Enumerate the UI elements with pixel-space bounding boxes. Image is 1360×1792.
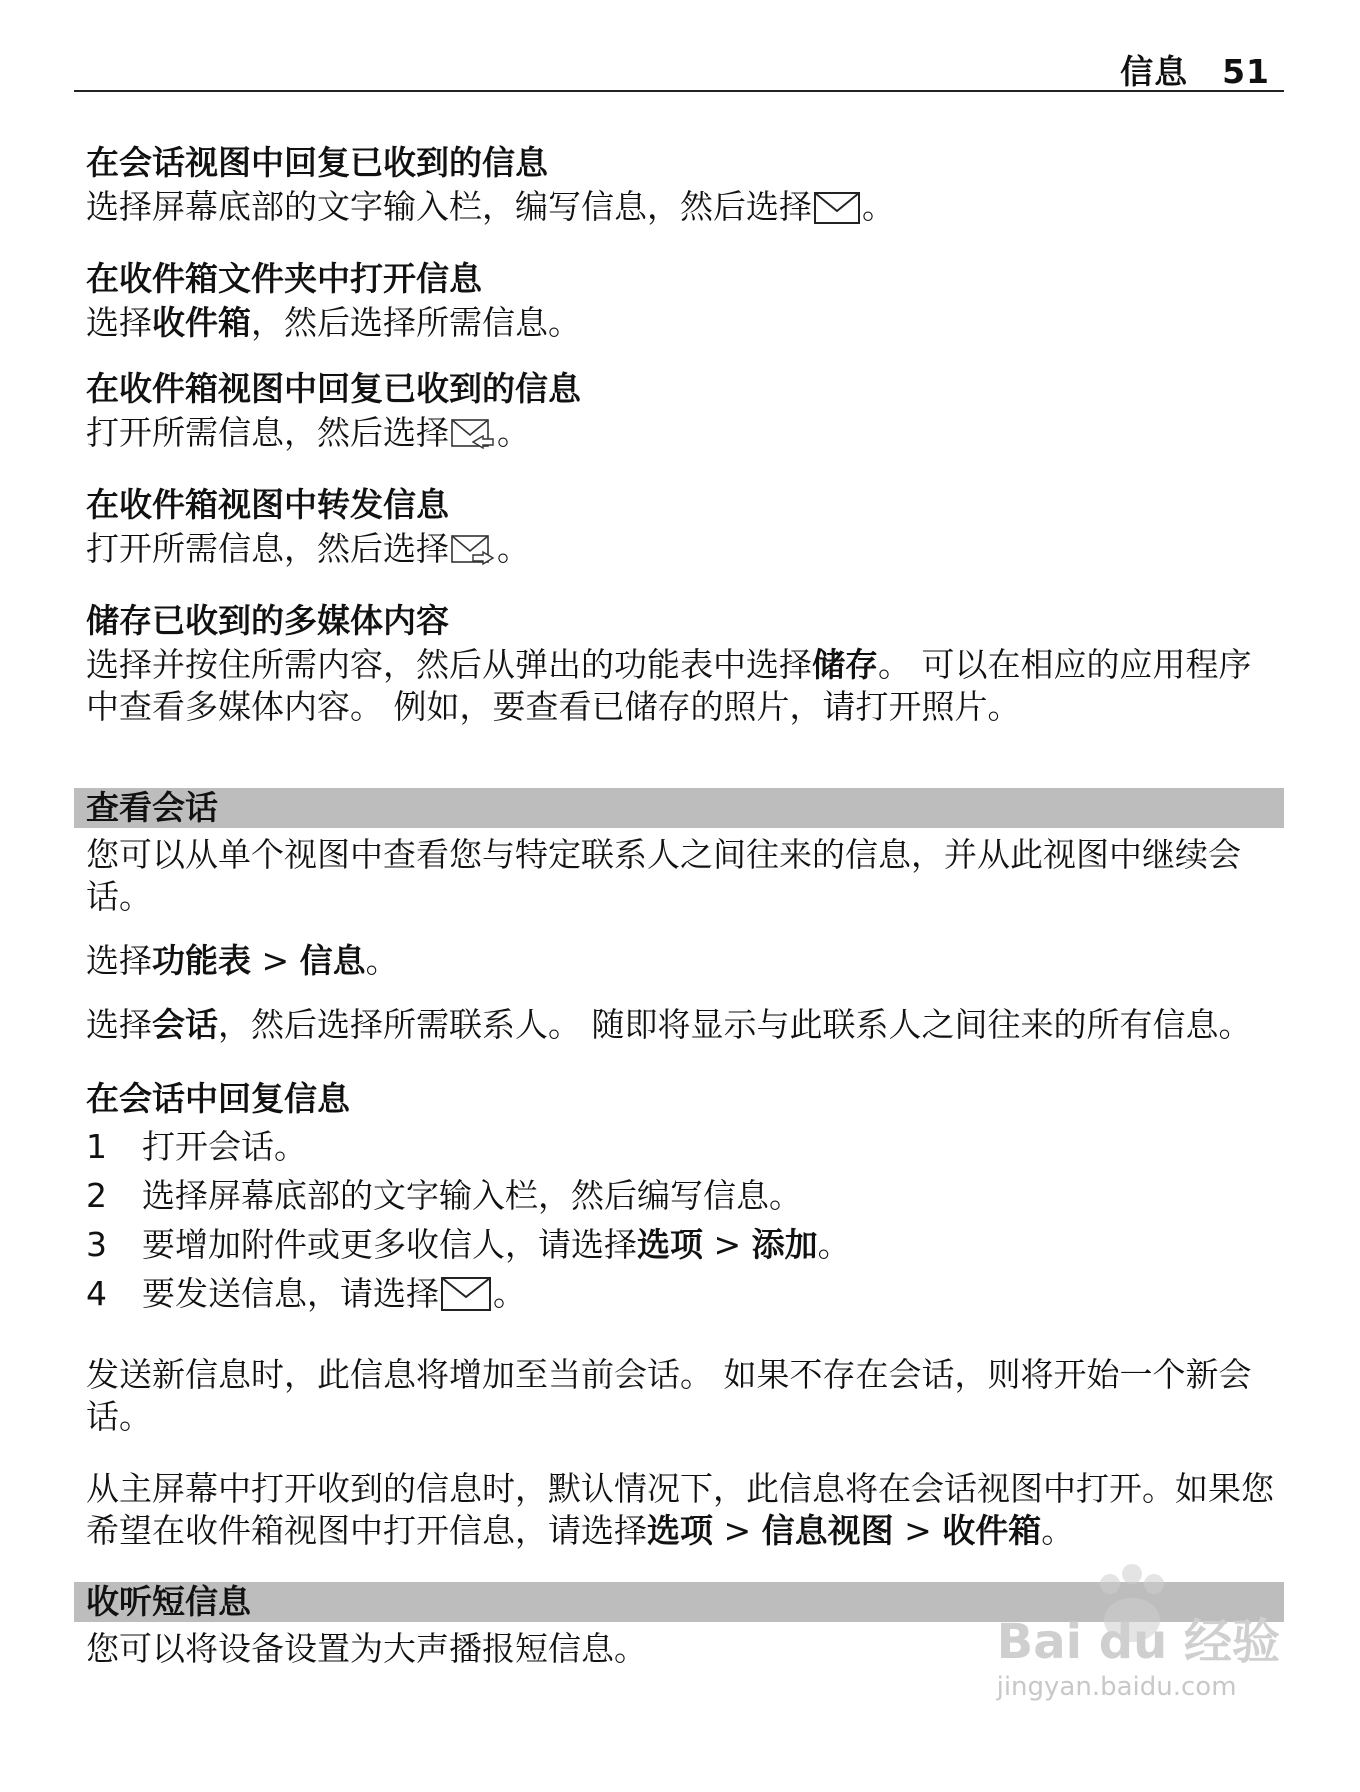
page-header	[74, 44, 1284, 92]
running-header	[1120, 46, 1270, 93]
section-title: 在会话视图中回复已收到的信息	[86, 143, 548, 182]
page-number: 51	[1222, 52, 1270, 91]
list-item: 1 打开会话。	[86, 1127, 307, 1166]
section-title: 在收件箱文件夹中打开信息	[86, 259, 482, 298]
watermark-text: Bai du 经验 jingyan.baidu.com	[996, 1614, 1280, 1702]
section-text: 选择并按住所需内容，然后从弹出的功能表中选择储存。 可以在相应的应用程序中查看多媒体内容。 例如，要查看已储存的照片，请打开照片。	[86, 645, 1252, 726]
section-title: 在会话中回复信息	[86, 1079, 350, 1118]
section-title: 在收件箱视图中转发信息	[86, 485, 449, 524]
header-section: 信息	[1120, 52, 1189, 91]
paragraph: 您可以将设备设置为大声播报短信息。	[86, 1629, 647, 1668]
paragraph: 发送新信息时，此信息将增加至当前会话。 如果不存在会话，则将开始一个新会话。	[86, 1355, 1252, 1436]
envelope-send-icon	[814, 192, 860, 234]
section-text: 打开所需信息，然后选择 。	[86, 412, 1276, 460]
section-band: 收听短信息	[74, 1582, 1284, 1622]
paragraph: 选择功能表 > 信息。	[86, 941, 399, 980]
section-title: 储存已收到的多媒体内容	[86, 601, 449, 640]
paragraph: 您可以从单个视图中查看您与特定联系人之间往来的信息，并从此视图中继续会话。	[86, 835, 1241, 916]
section-band: 查看会话	[74, 788, 1284, 828]
page-content	[86, 140, 1276, 1670]
section-text: 选择屏幕底部的文字输入栏，编写信息，然后选择 。	[86, 186, 1276, 234]
envelope-send-icon	[441, 1275, 491, 1324]
list-item: 4 要发送信息，请选择 。	[86, 1269, 1276, 1324]
section-title: 在收件箱视图中回复已收到的信息	[86, 369, 581, 408]
list-item: 3 要增加附件或更多收信人，请选择选项 > 添加。	[86, 1225, 851, 1264]
paragraph: 选择会话，然后选择所需联系人。 随即将显示与此联系人之间往来的所有信息。	[86, 1005, 1252, 1044]
section-text: 打开所需信息，然后选择 。	[86, 528, 1276, 576]
list-item: 2 选择屏幕底部的文字输入栏，然后编写信息。	[86, 1176, 802, 1215]
section-text: 选择收件箱，然后选择所需信息。	[86, 303, 581, 342]
envelope-forward-icon	[451, 534, 495, 576]
envelope-reply-icon	[451, 418, 495, 460]
paragraph: 从主屏幕中打开收到的信息时，默认情况下，此信息将在会话视图中打开。如果您希望在收件箱视图中打开信息，请选择选项 > 信息视图 > 收件箱。	[86, 1469, 1274, 1550]
steps-list	[86, 1122, 1276, 1324]
